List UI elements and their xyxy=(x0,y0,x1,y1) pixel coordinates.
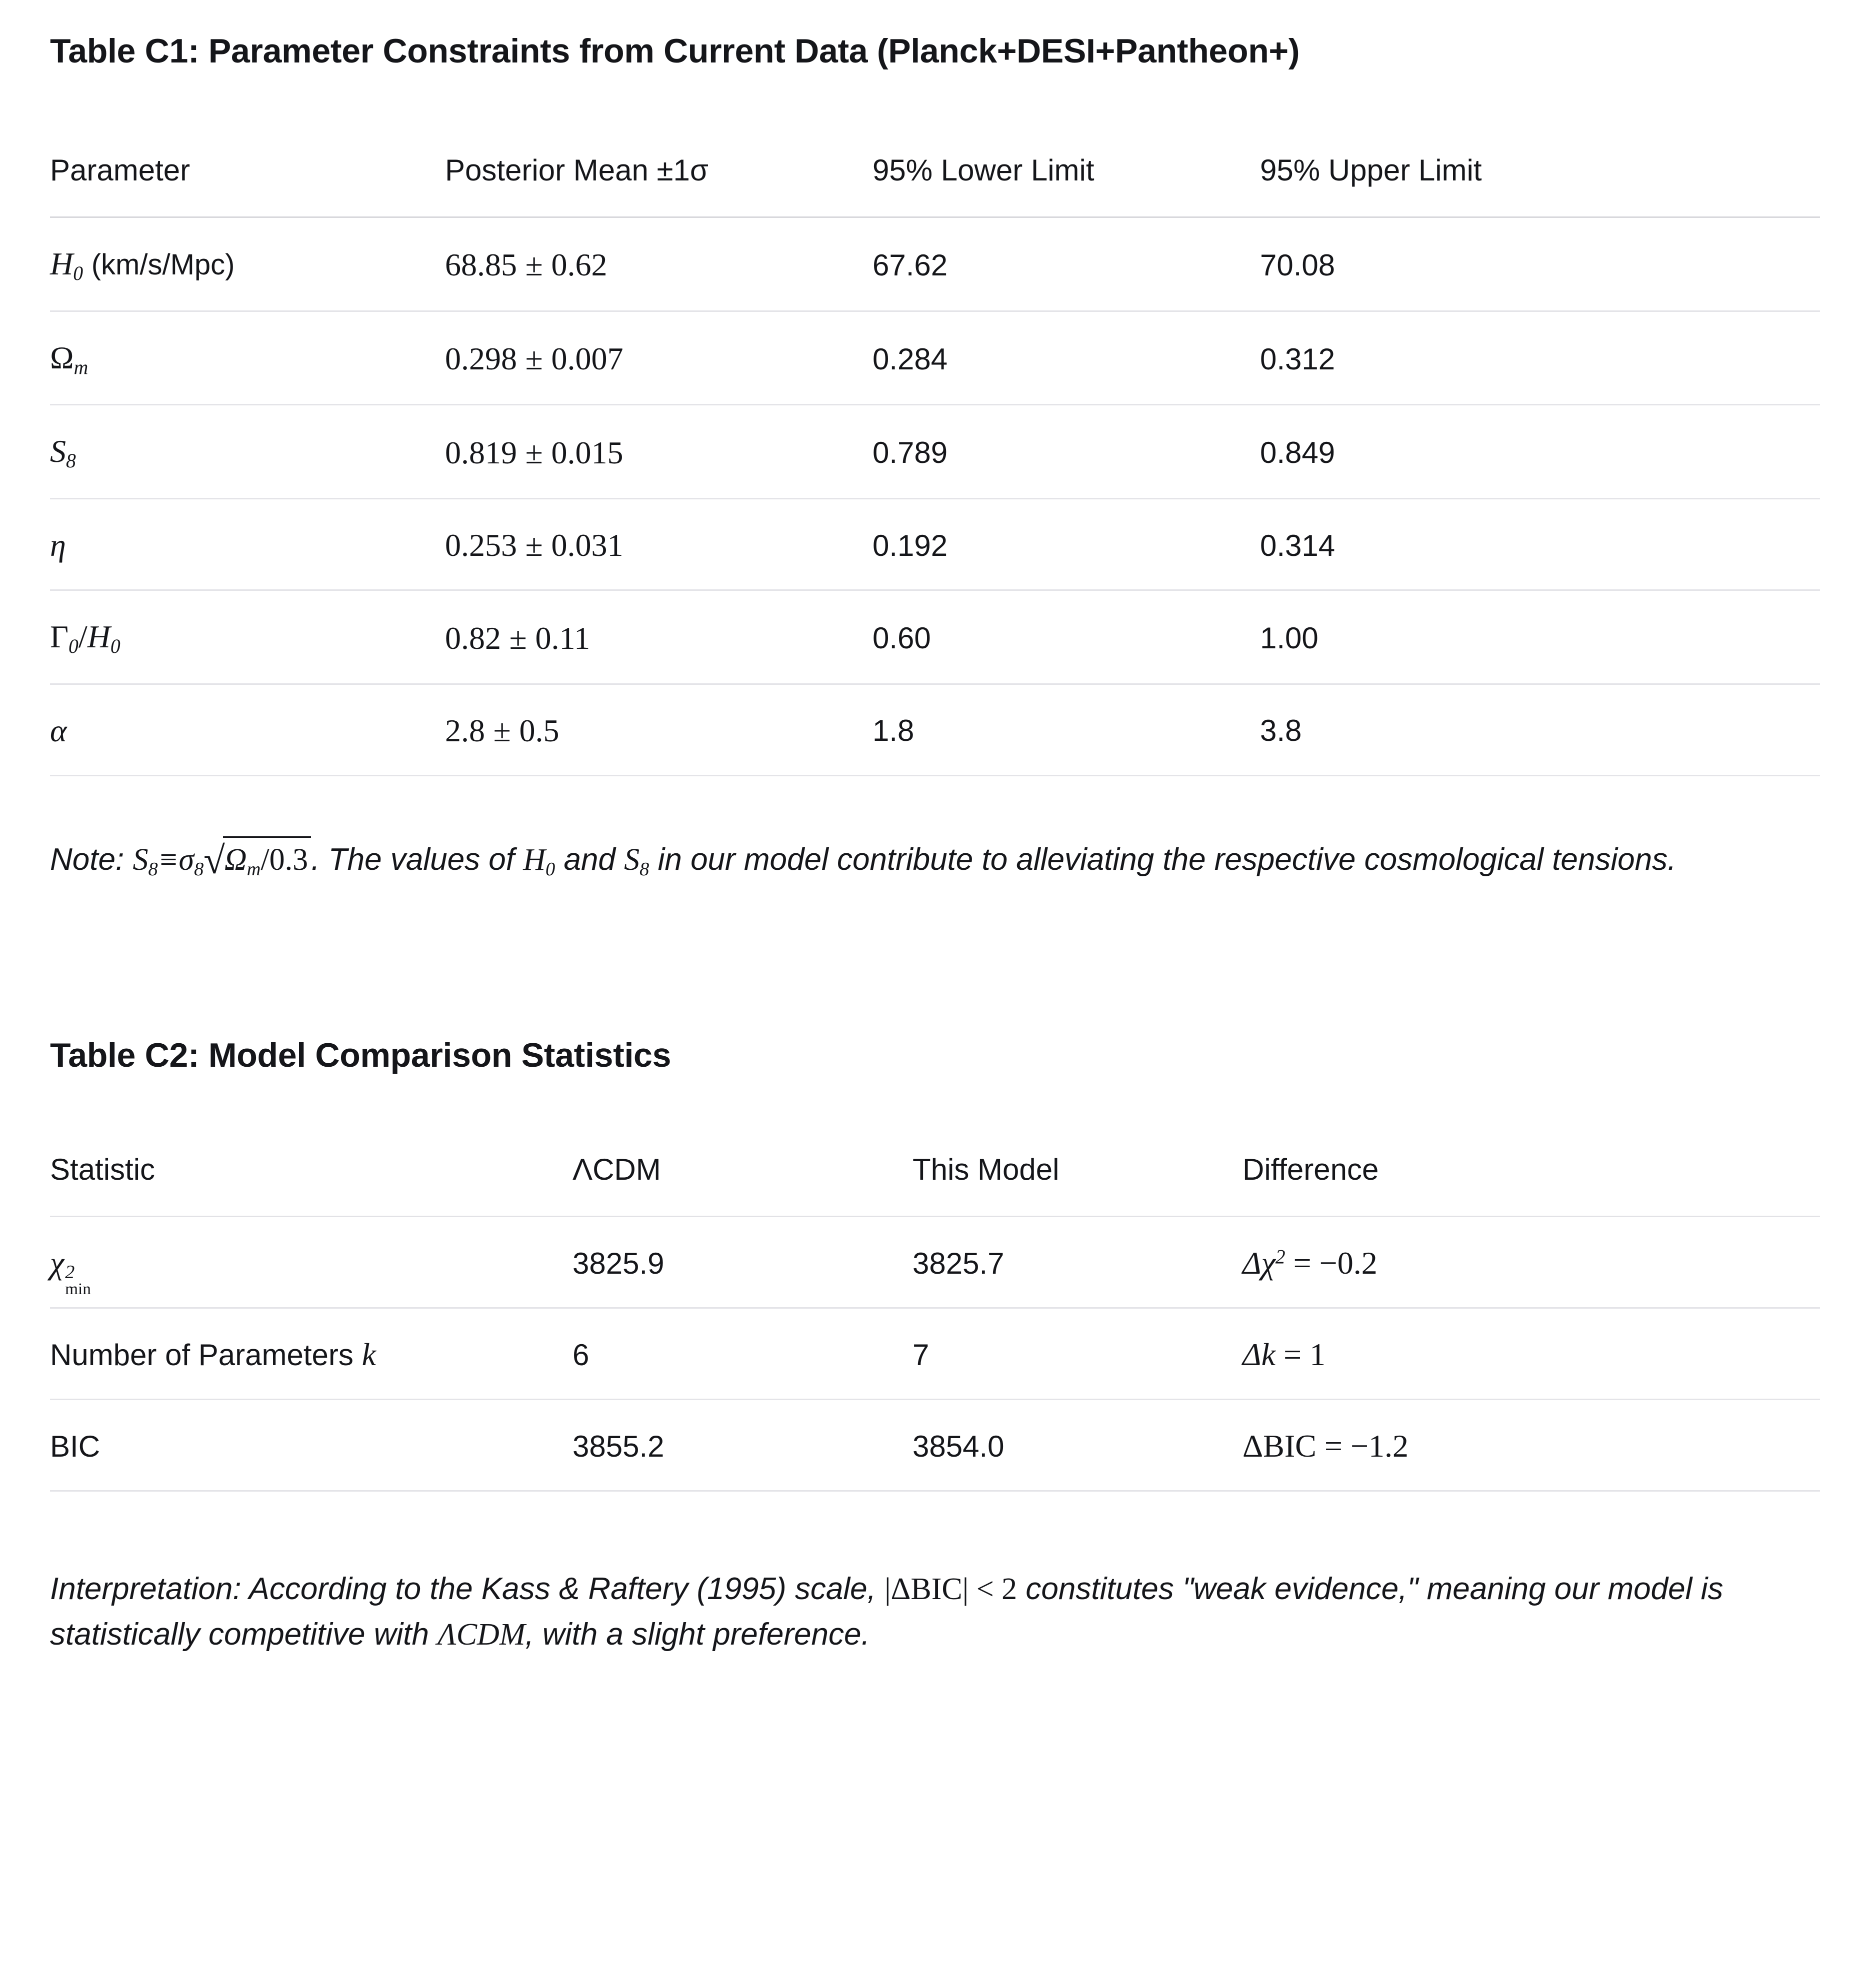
cell-difference xyxy=(1242,1217,1820,1308)
plus-minus-symbol: ± xyxy=(493,712,511,748)
cell-statistic: BIC xyxy=(50,1400,572,1491)
note-slash: / xyxy=(260,842,270,877)
cell-lcdm: 3855.2 xyxy=(572,1400,912,1491)
note-s8-symbol: S xyxy=(132,842,148,877)
table-c1-note xyxy=(50,836,1805,883)
cell-lcdm: 3825.9 xyxy=(572,1217,912,1308)
abs-open-bar: | xyxy=(884,1572,891,1607)
note-h0-symbol: H xyxy=(523,842,546,877)
statistic-subscript: min xyxy=(65,1280,91,1299)
table-c2-body xyxy=(50,1217,1820,1491)
note-sigma8-symbol: σ xyxy=(178,842,194,877)
table-row xyxy=(50,499,1820,590)
statistic-label: Number of Parameters xyxy=(50,1338,362,1372)
param-subscript: 8 xyxy=(66,450,76,472)
note-text-end: in our model contribute to alleviating the respective cosmological tensions. xyxy=(649,842,1676,877)
column-header-lcdm: ΛCDM xyxy=(572,1152,912,1217)
cell-lower-limit: 0.60 xyxy=(872,590,1260,684)
param-unit: (km/s/Mpc) xyxy=(91,248,235,281)
slash-symbol: / xyxy=(78,619,88,655)
cell-upper-limit: 0.314 xyxy=(1260,499,1820,590)
param-symbol-second: H xyxy=(87,619,110,655)
cell-posterior-mean xyxy=(445,217,872,311)
param-subscript-second: 0 xyxy=(110,635,120,658)
cell-lcdm: 6 xyxy=(572,1308,912,1400)
difference-value: −0.2 xyxy=(1319,1245,1378,1281)
interpretation-text-after: constitutes "weak evidence," meaning our model is statistically competitive with xyxy=(50,1572,1724,1652)
plus-minus-symbol: ± xyxy=(525,247,543,283)
difference-equals: = xyxy=(1293,1245,1312,1281)
cell-upper-limit: 70.08 xyxy=(1260,217,1820,311)
param-symbol: η xyxy=(50,527,66,563)
sigma-value: 0.031 xyxy=(551,527,624,563)
mean-value: 0.82 xyxy=(445,620,501,656)
note-text-after: . The values of xyxy=(311,842,524,877)
column-header-posterior-mean: Posterior Mean ±1σ xyxy=(445,152,872,217)
cell-parameter xyxy=(50,405,445,499)
cell-parameter xyxy=(50,217,445,311)
cell-parameter xyxy=(50,684,445,775)
cell-posterior-mean xyxy=(445,590,872,684)
mean-value: 0.298 xyxy=(445,341,517,377)
table-row xyxy=(50,1308,1820,1400)
table-c2-interpretation xyxy=(50,1567,1820,1658)
cell-upper-limit: 0.312 xyxy=(1260,311,1820,405)
cell-this-model: 7 xyxy=(912,1308,1242,1400)
cell-statistic xyxy=(50,1308,572,1400)
statistic-superscript: 2 xyxy=(65,1261,75,1283)
param-symbol: H xyxy=(50,246,74,281)
table-row xyxy=(50,1217,1820,1308)
table-row xyxy=(50,684,1820,775)
cell-posterior-mean xyxy=(445,499,872,590)
table-header-row xyxy=(50,152,1820,217)
cell-this-model: 3825.7 xyxy=(912,1217,1242,1308)
table-row xyxy=(50,217,1820,311)
note-radicand-denominator: 0.3 xyxy=(269,842,308,877)
table-c2-header xyxy=(50,1152,1820,1217)
interpretation-label: Interpretation: xyxy=(50,1572,242,1607)
cell-lower-limit: 1.8 xyxy=(872,684,1260,775)
cell-difference xyxy=(1242,1400,1820,1491)
mean-value: 68.85 xyxy=(445,247,517,283)
table-c1-title: Table C1: Parameter Constraints from Current Data (Planck+DESI+Pantheon+) xyxy=(50,32,1300,70)
table-c2-title: Table C2: Model Comparison Statistics xyxy=(50,1036,672,1075)
difference-value: 1 xyxy=(1310,1337,1326,1373)
cell-upper-limit: 0.849 xyxy=(1260,405,1820,499)
lcdm-symbol: ΛCDM xyxy=(438,1618,526,1652)
less-than-symbol: < xyxy=(976,1572,994,1607)
param-subscript: m xyxy=(74,356,88,378)
note-sqrt xyxy=(204,836,311,883)
plus-minus-symbol: ± xyxy=(509,620,527,656)
note-text-mid: and xyxy=(555,842,624,877)
param-symbol: Ω xyxy=(50,339,74,375)
param-symbol: S xyxy=(50,433,66,469)
plus-minus-symbol: ± xyxy=(525,341,543,377)
cell-upper-limit: 1.00 xyxy=(1260,590,1820,684)
sigma-value: 0.007 xyxy=(551,341,624,377)
sigma-value: 0.5 xyxy=(519,712,560,748)
param-subscript: 0 xyxy=(73,262,84,285)
table-header-row xyxy=(50,1152,1820,1217)
note-sigma8-subscript: 8 xyxy=(194,858,204,880)
sigma-value: 0.11 xyxy=(535,620,590,656)
table-c2 xyxy=(50,1152,1820,1492)
table-row xyxy=(50,311,1820,405)
mean-value: 2.8 xyxy=(445,712,485,748)
note-radicand-numerator: Ω xyxy=(224,842,247,877)
note-s8b-symbol: S xyxy=(624,842,640,877)
delta-bic-symbol: ΔBIC xyxy=(890,1572,962,1607)
cell-parameter xyxy=(50,499,445,590)
cell-parameter xyxy=(50,311,445,405)
cell-lower-limit: 0.789 xyxy=(872,405,1260,499)
column-header-statistic: Statistic xyxy=(50,1152,572,1217)
cell-statistic xyxy=(50,1217,572,1308)
column-header-upper-limit: 95% Upper Limit xyxy=(1260,152,1820,217)
cell-posterior-mean xyxy=(445,405,872,499)
cell-parameter xyxy=(50,590,445,684)
note-s8-subscript: 8 xyxy=(148,858,158,880)
table-row xyxy=(50,590,1820,684)
interpretation-text-end: , with a slight preference. xyxy=(525,1617,870,1652)
difference-value: −1.2 xyxy=(1350,1428,1409,1464)
cell-posterior-mean xyxy=(445,684,872,775)
difference-equals: = xyxy=(1283,1337,1302,1373)
note-h0-subscript: 0 xyxy=(546,858,556,880)
difference-symbol: Δk xyxy=(1242,1337,1276,1373)
statistic-symbol: χ xyxy=(50,1245,64,1281)
table-row xyxy=(50,405,1820,499)
column-header-lower-limit: 95% Lower Limit xyxy=(872,152,1260,217)
cell-posterior-mean xyxy=(445,311,872,405)
interpretation-text-before: According to the Kass & Raftery (1995) scale, xyxy=(241,1572,885,1607)
cell-lower-limit: 0.284 xyxy=(872,311,1260,405)
table-c1 xyxy=(50,152,1820,776)
cell-this-model: 3854.0 xyxy=(912,1400,1242,1491)
difference-equals: = xyxy=(1324,1428,1342,1464)
plus-minus-symbol: ± xyxy=(525,527,543,563)
param-symbol: α xyxy=(50,712,67,748)
plus-minus-symbol: ± xyxy=(525,434,543,470)
section-spacer xyxy=(50,914,1820,1034)
difference-symbol: ΔBIC xyxy=(1242,1428,1316,1464)
table-row xyxy=(50,1400,1820,1491)
threshold-value: 2 xyxy=(1002,1572,1018,1607)
mean-value: 0.253 xyxy=(445,527,517,563)
difference-superscript: 2 xyxy=(1275,1246,1286,1268)
note-s8b-subscript: 8 xyxy=(640,858,650,880)
column-header-this-model: This Model xyxy=(912,1152,1242,1217)
abs-close-bar: | xyxy=(962,1572,969,1607)
column-header-difference: Difference xyxy=(1242,1152,1820,1217)
column-header-parameter: Parameter xyxy=(50,152,445,217)
note-label: Note: xyxy=(50,842,124,877)
cell-upper-limit: 3.8 xyxy=(1260,684,1820,775)
note-equiv-symbol: ≡ xyxy=(158,842,179,877)
cell-lower-limit: 0.192 xyxy=(872,499,1260,590)
sigma-value: 0.015 xyxy=(551,434,624,470)
statistic-symbol: k xyxy=(362,1337,376,1373)
sigma-value: 0.62 xyxy=(551,247,608,283)
cell-difference xyxy=(1242,1308,1820,1400)
param-symbol: Γ xyxy=(50,619,68,655)
param-subscript: 0 xyxy=(68,635,78,658)
note-radicand-numerator-sub: m xyxy=(246,858,261,880)
mean-value: 0.819 xyxy=(445,434,517,470)
table-c1-body xyxy=(50,217,1820,776)
cell-lower-limit: 67.62 xyxy=(872,217,1260,311)
table-c1-header xyxy=(50,152,1820,217)
difference-symbol: Δχ xyxy=(1242,1245,1276,1281)
